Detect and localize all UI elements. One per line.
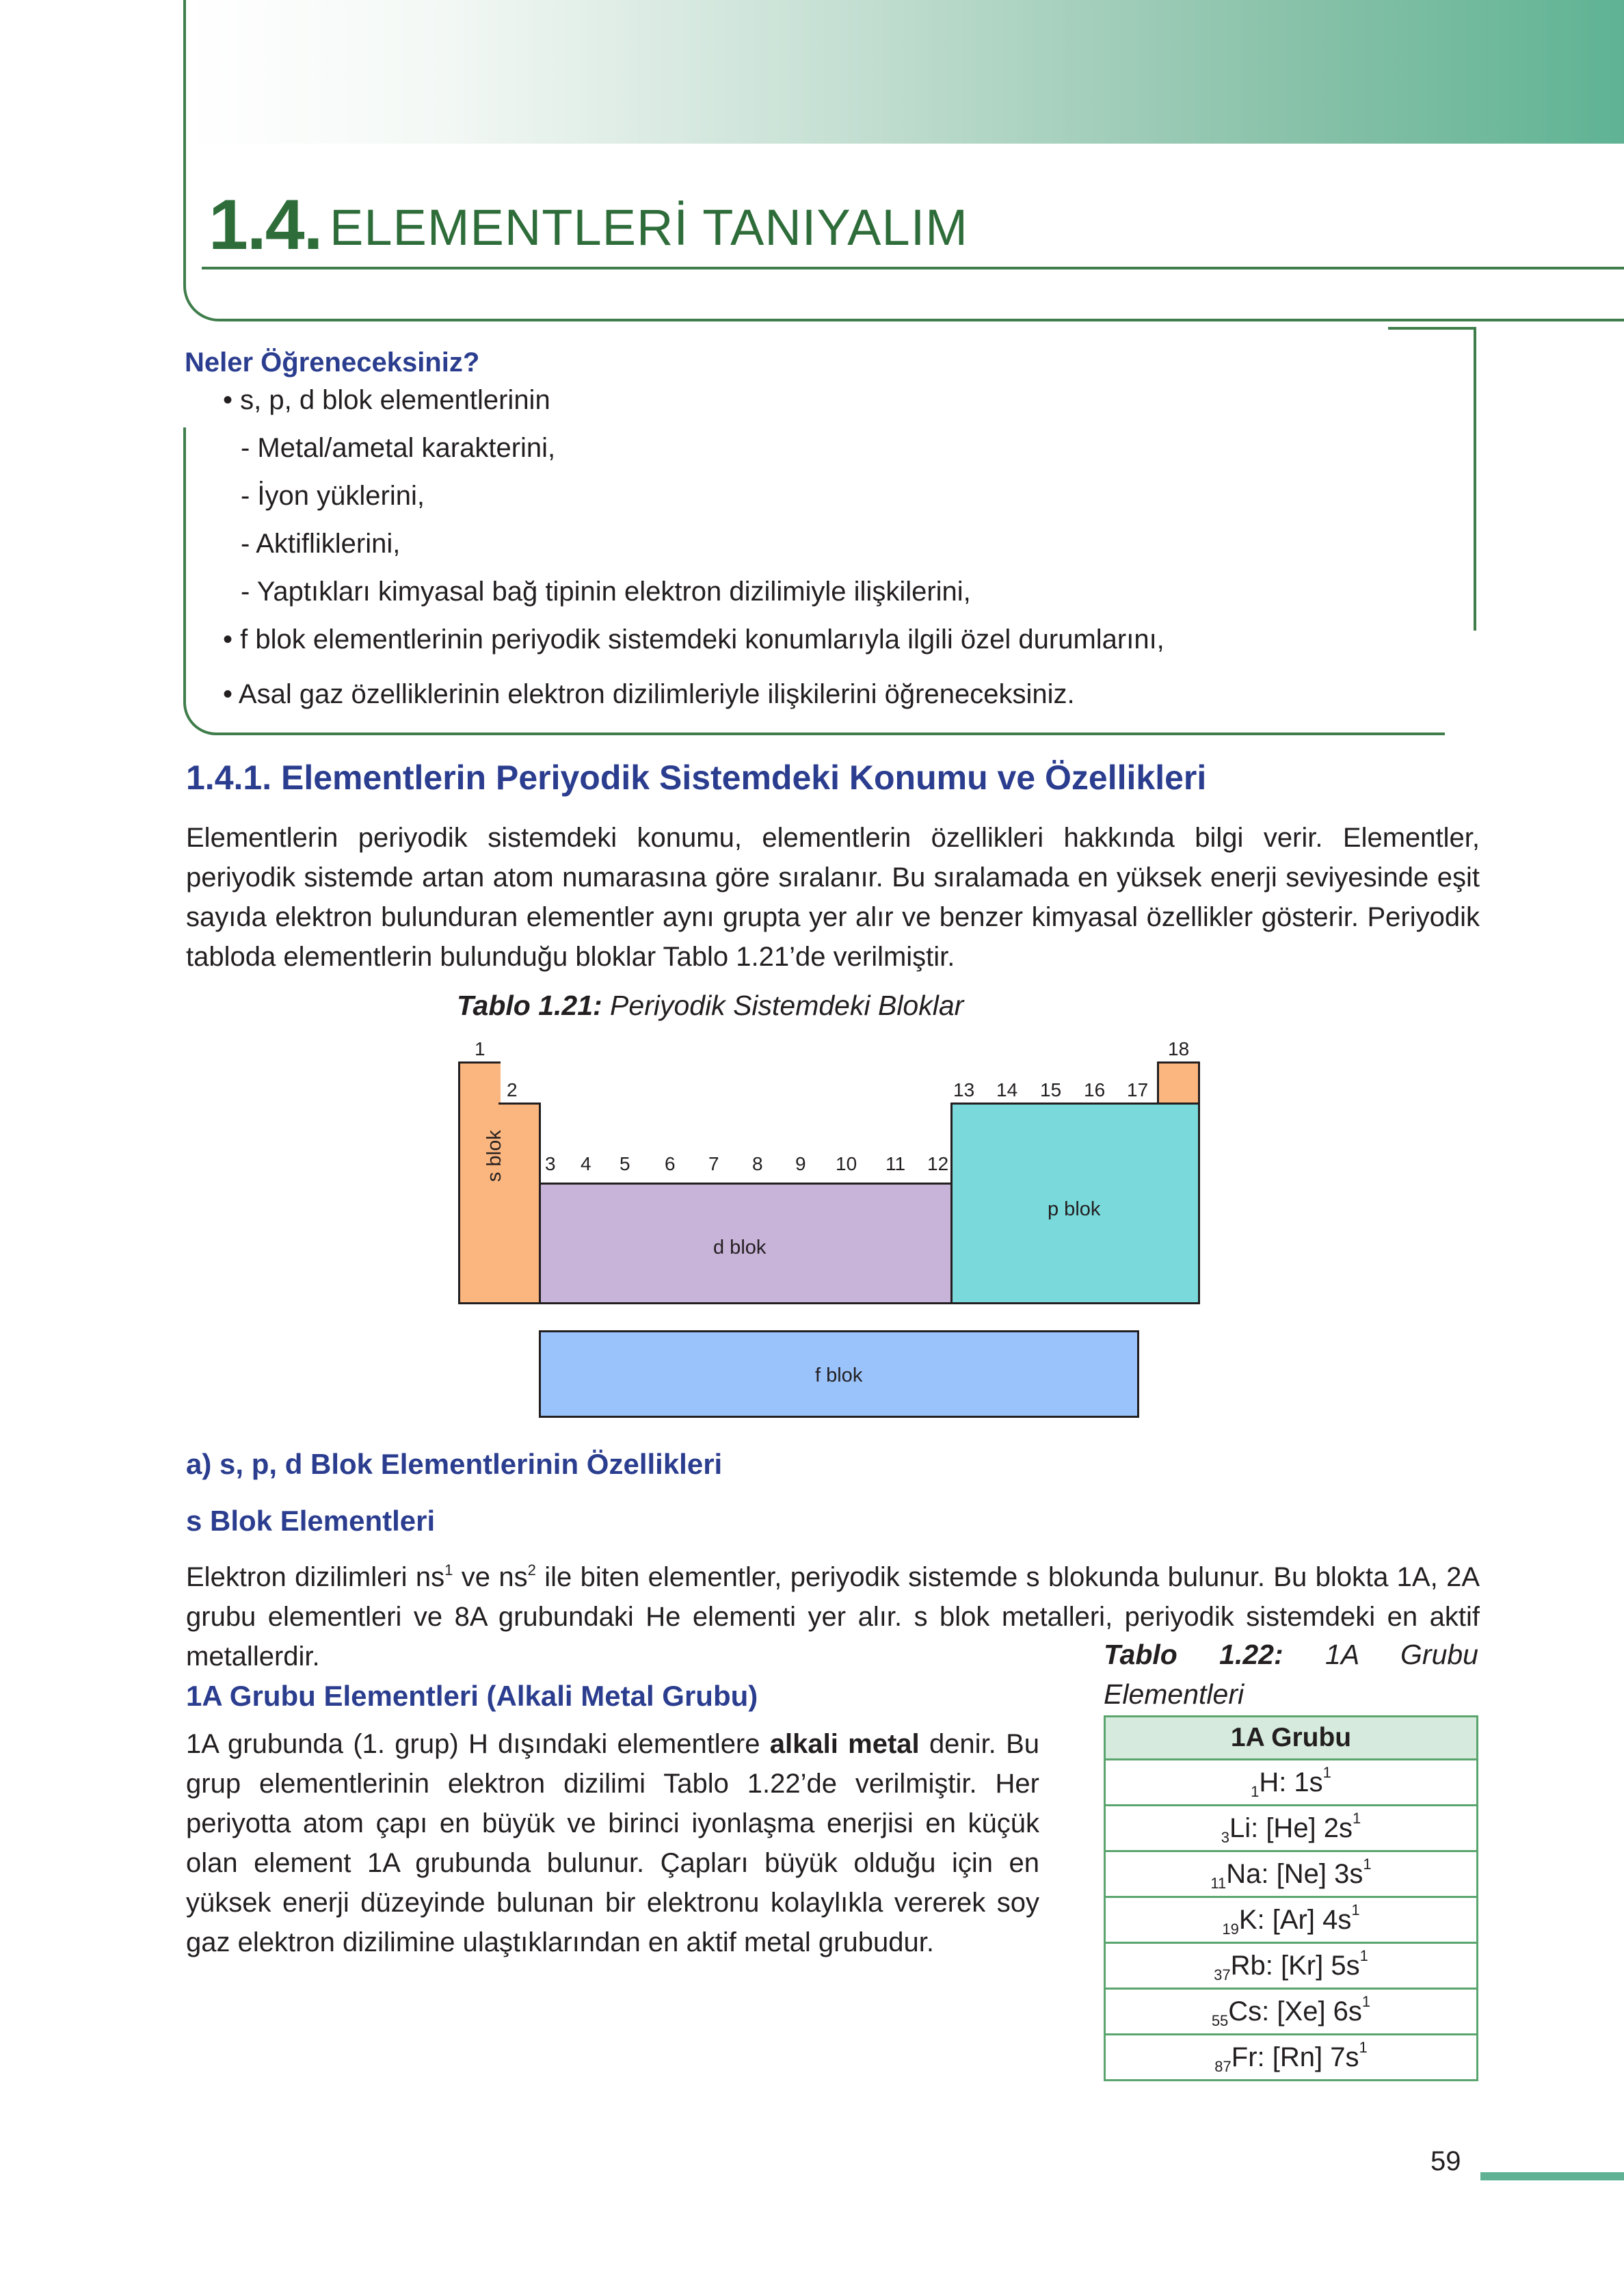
group-number: 2 — [507, 1079, 518, 1100]
objective-item: - Metal/ametal karakterini, — [241, 433, 556, 463]
group1-text: denir. Bu grup elementlerinin elektron dizilimi Tablo 1.22’de verilmiştir. Her periyotta atom çapı en büyük ve birinci iyonlaşma enerjisi en küçük olan element 1A grubunda bulunur. Çapları büyük olduğu için en yüksek enerji düzeyinde bulunan bir elektronu kolaylıkla vererek soy gaz elektron dizilimine ulaştıklarından en aktif metal grubudur. — [186, 1729, 1039, 1957]
atomic-number: 3 — [1221, 1829, 1229, 1846]
electron-config: Rb: [Kr] 5s — [1230, 1951, 1360, 1981]
section-number: 1.4. — [209, 185, 322, 265]
group-number: 11 — [886, 1153, 906, 1174]
objective-item: • f blok elementlerinin periyodik sistemdeki konumlarıyla ilgili özel durumlarını, — [223, 624, 1164, 655]
group-number: 7 — [708, 1153, 719, 1174]
intro-paragraph: Elementlerin periyodik sistemdeki konumu, elementlerin özellikleri hakkında bilgi verir. Elementler, periyodik sistemde artan atom numarasına göre sıralanır. Bu sıralamada en yüksek enerji seviyesinde eşit sayıda elektron bulunduran elementler aynı grupta yer alır ve benzer kimyasal özellikler gösterir. Periyodik tabloda elementlerin bulunduğu bloklar Tablo 1.21’de verilmiştir. — [186, 823, 1480, 972]
caption-label: Tablo 1.22: — [1104, 1639, 1283, 1670]
table-row — [1105, 1851, 1478, 1897]
s-para-text: ile biten elementler, periyodik sistemde s blokunda bulunur. Bu blokta 1A, 2A grubu elementleri ve 8A grubundaki He elementi yer alır. s blok metalleri, periyodik sistemdeki en aktif metallerdir. — [186, 1562, 1480, 1672]
group-number: 15 — [1040, 1079, 1062, 1100]
objectives-frame-right — [1474, 327, 1476, 631]
page-number-bar — [1480, 2172, 1624, 2180]
table-row — [1105, 2035, 1478, 2081]
section-title: ELEMENTLERİ TANIYALIM — [330, 199, 968, 256]
subsection-title: 1.4.1. Elementlerin Periyodik Sistemdeki Konumu ve Özellikleri — [186, 758, 1207, 797]
table-row — [1105, 1806, 1478, 1851]
objective-item: • Asal gaz özelliklerinin elektron dizilimleriyle ilişkilerini öğreneceksiniz. — [223, 679, 1075, 709]
atomic-number: 37 — [1214, 1966, 1231, 1983]
group-number: 16 — [1084, 1079, 1106, 1100]
group-number: 13 — [953, 1079, 975, 1100]
exponent: 1 — [1359, 2039, 1368, 2056]
objectives-frame-top — [1388, 327, 1476, 330]
table-header: 1A Grubu — [1105, 1717, 1478, 1760]
s-block-label: s blok — [483, 1130, 505, 1182]
group-number: 17 — [1127, 1079, 1149, 1100]
he-cell — [1157, 1061, 1200, 1105]
group-number: 4 — [581, 1153, 591, 1174]
electron-config: Fr: [Rn] 7s — [1231, 2042, 1359, 2072]
electron-config: K: [Ar] 4s — [1238, 1905, 1352, 1935]
group-number: 5 — [620, 1153, 630, 1174]
atomic-number: 1 — [1251, 1783, 1260, 1800]
p-block-label: p blok — [1048, 1198, 1101, 1220]
atomic-number: 11 — [1210, 1875, 1227, 1892]
group1-paragraph — [186, 1724, 1039, 1962]
electron-config: H: 1s — [1259, 1767, 1323, 1797]
caption-text: Periyodik Sistemdeki Bloklar — [602, 990, 964, 1021]
section-a-heading: a) s, p, d Blok Elementlerinin Özellikleri — [186, 1448, 723, 1480]
group-number: 10 — [836, 1153, 857, 1174]
table-row — [1105, 1989, 1478, 2035]
s-block-col1 — [458, 1061, 501, 1304]
d-block-label: d blok — [713, 1237, 767, 1258]
group1-text: 1A grubunda (1. grup) H dışındaki elementlere — [186, 1729, 770, 1759]
s-para-sup: 2 — [527, 1561, 536, 1579]
objective-item: - Yaptıkları kimyasal bağ tipinin elektron dizilimiyle ilişkilerini, — [241, 577, 971, 607]
group1-heading: 1A Grubu Elementleri (Alkali Metal Grubu) — [186, 1680, 758, 1712]
atomic-number: 19 — [1222, 1921, 1239, 1938]
exponent: 1 — [1322, 1764, 1331, 1781]
group-number: 9 — [795, 1153, 806, 1174]
objectives-heading: Neler Öğreneceksiniz? — [185, 347, 480, 378]
group1-bold-term: alkali metal — [769, 1729, 920, 1759]
objective-item: - Aktifliklerini, — [241, 529, 401, 559]
s-block-heading: s Blok Elementleri — [186, 1505, 436, 1537]
caption-text: 1A Grubu Elementleri — [1104, 1639, 1478, 1710]
table-1a-group — [1104, 1715, 1478, 2081]
exponent: 1 — [1363, 1856, 1372, 1873]
group-number: 6 — [665, 1153, 676, 1174]
group-number: 8 — [752, 1153, 763, 1174]
exponent: 1 — [1361, 1993, 1371, 2010]
group-number: 12 — [927, 1153, 949, 1174]
electron-config: Li: [He] 2s — [1229, 1813, 1353, 1843]
page-number: 59 — [1430, 2146, 1461, 2176]
table-121-caption — [457, 990, 963, 1022]
f-block-label: f blok — [815, 1364, 863, 1386]
objective-item: - İyon yüklerini, — [241, 481, 425, 511]
electron-config: Na: [Ne] 3s — [1226, 1859, 1363, 1889]
table-122-caption — [1104, 1635, 1478, 1714]
exponent: 1 — [1359, 1947, 1368, 1964]
group-number: 1 — [475, 1038, 485, 1059]
s-para-text: ve ns — [453, 1562, 528, 1592]
s-para-sup: 1 — [444, 1561, 453, 1579]
s-para-text: Elektron dizilimleri ns — [186, 1562, 445, 1592]
exponent: 1 — [1353, 1810, 1361, 1827]
table-row — [1105, 1943, 1478, 1989]
atomic-number: 55 — [1211, 2012, 1229, 2029]
electron-config: Cs: [Xe] 6s — [1228, 1996, 1362, 2027]
exponent: 1 — [1351, 1901, 1360, 1918]
group-number: 14 — [996, 1079, 1018, 1100]
objective-item: • s, p, d blok elementlerinin — [223, 385, 550, 415]
atomic-number: 87 — [1214, 2058, 1232, 2075]
group-number: 18 — [1168, 1038, 1190, 1059]
table-row — [1105, 1897, 1478, 1943]
caption-label: Tablo 1.21: — [457, 990, 602, 1021]
group-number: 3 — [545, 1153, 556, 1174]
title-rule — [202, 267, 1624, 269]
header-frame — [183, 0, 1624, 321]
table-row — [1105, 1760, 1478, 1806]
